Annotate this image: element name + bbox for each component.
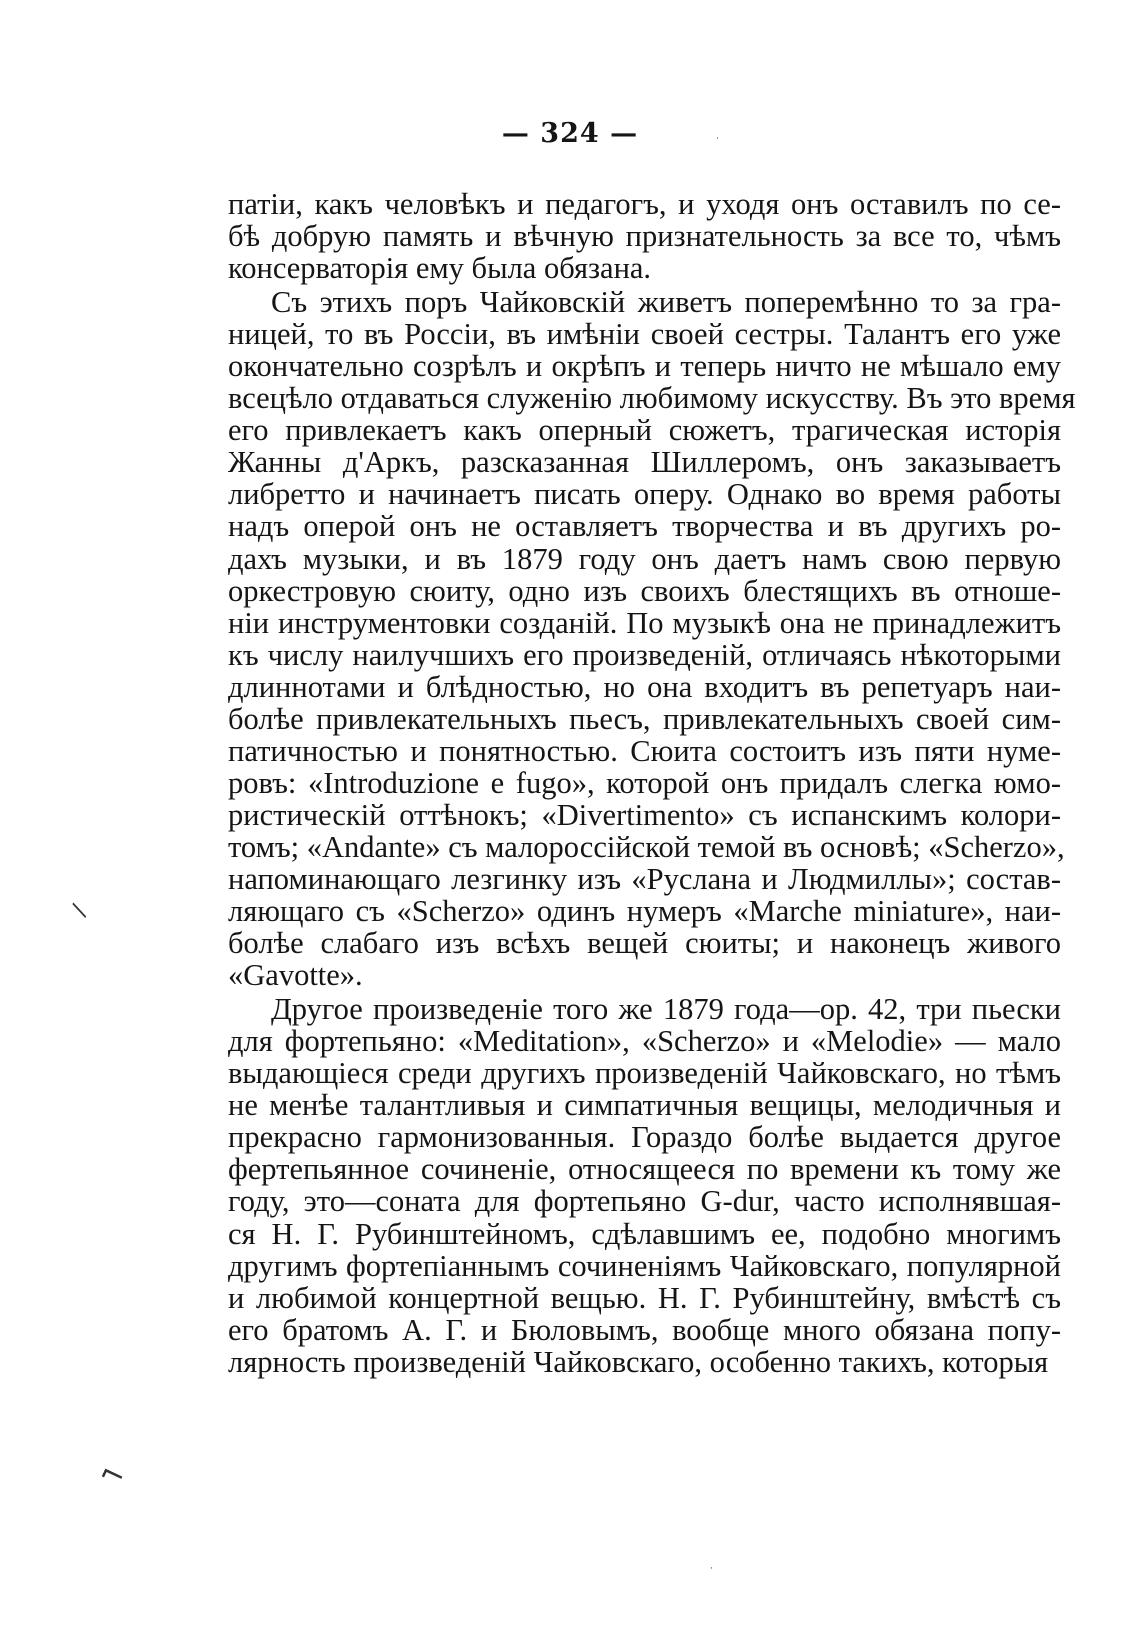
text-line: дахъ музыки, и въ 1879 году онъ даетъ намъ свою первую (228, 541, 1061, 576)
text-line: ніи инструментовки созданій. По музыкѣ она не принадлежитъ (228, 605, 1061, 640)
page-number: — 324 — (501, 118, 639, 149)
text-line: оркестровую сюиту, одно изъ своихъ блестящихъ въ отноше- (228, 573, 1061, 608)
text-line: ницей, то въ Россіи, въ имѣніи своей сестры. Талантъ его уже (228, 317, 1061, 352)
margin-pencil-mark: / (67, 901, 93, 920)
text-line: и любимой концертной вещью. Н. Г. Рубинштейну, вмѣстѣ съ (228, 1280, 1061, 1315)
text-line: всецѣло отдаваться служенію любимому искусству. Въ это время (228, 381, 1076, 416)
text-line: фертепьянное сочиненіе, относящееся по времени къ тому же (228, 1152, 1061, 1187)
text-line: для фортепьяно: «Meditation», «Scherzo» и «Melodie» — мало (228, 1024, 1061, 1059)
speck-mark: · (710, 1564, 713, 1574)
speck-mark: · (716, 134, 719, 144)
text-line: либретто и начинаетъ писать оперу. Однако во время работы (228, 477, 1061, 512)
text-line: ляющаго съ «Scherzo» одинъ нумеръ «Marche miniature», наи- (228, 894, 1061, 929)
text-line: болѣе слабаго изъ всѣхъ вещей сюиты; и наконецъ живого (228, 926, 1061, 961)
paragraph (228, 188, 1061, 284)
text-line: ровъ: «Introduzione e fugo», которой онъ придалъ слегка юмо- (228, 765, 1061, 800)
text-line: длиннотами и блѣдностью, но она входитъ въ репетуаръ наи- (228, 669, 1061, 704)
text-line: прекрасно гармонизованныя. Гораздо болѣе выдается другое (228, 1120, 1061, 1155)
text-line: ся Н. Г. Рубинштейномъ, сдѣлавшимъ ее, подобно многимъ (228, 1216, 1061, 1251)
paragraph (228, 285, 1076, 993)
text-line: патіи, какъ человѣкъ и педагогъ, и уходя онъ оставилъ по се- (228, 187, 1061, 221)
text-line: его привлекаетъ какъ оперный сюжетъ, трагическая исторія (228, 413, 1061, 448)
text-line: лярность произведеній Чайковскаго, особенно такихъ, которыя (228, 1344, 1049, 1379)
text-line: ристическій оттѣнокъ; «Divertimento» съ испанскимъ колори- (228, 797, 1061, 832)
text-line: «Gavotte». (228, 958, 363, 993)
text-line: надъ оперой онъ не оставляетъ творчества и въ другихъ ро- (228, 509, 1061, 544)
text-line: томъ; «Andante» съ малороссійской темой въ основѣ; «Scherzo», (228, 829, 1065, 864)
text-line: болѣе привлекательныхъ пьесъ, привлекательныхъ своей сим- (228, 701, 1061, 736)
text-line: бѣ добрую память и вѣчную признательность за все то, чѣмъ (228, 219, 1061, 254)
text-line: патичностью и понятностью. Сюита состоитъ изъ пяти нуме- (228, 733, 1061, 768)
text-line: его братомъ А. Г. и Бюловымъ, вообще много обязана попу- (228, 1312, 1061, 1347)
corner-pencil-mark: ⌐ (93, 1454, 132, 1497)
text-line: Жанны д'Аркъ, разсказанная Шиллеромъ, онъ заказываетъ (228, 445, 1061, 480)
text-line: выдающіеся среди другихъ произведеній Чайковскаго, но тѣмъ (228, 1056, 1061, 1091)
text-line: окончательно созрѣлъ и окрѣпъ и теперь ничто не мѣшало ему (228, 349, 1061, 384)
text-line: консерваторія ему была обязана. (228, 251, 652, 286)
text-line: не менѣе талантливыя и симпатичныя вещицы, мелодичныя и (228, 1088, 1061, 1123)
text-line: Съ этихъ поръ Чайковскій живетъ поперемѣнно то за гра- (271, 285, 1061, 320)
text-line: къ числу наилучшихъ его произведеній, отличаясь нѣкоторыми (228, 637, 1061, 672)
paragraph (228, 993, 1061, 1378)
text-line: году, это—соната для фортепьяно G-dur, часто исполнявшая- (228, 1184, 1061, 1219)
text-line: другимъ фортепіаннымъ сочиненіямъ Чайковскаго, популярной (228, 1248, 1061, 1283)
text-line: напоминающаго лезгинку изъ «Руслана и Людмиллы»; состав- (228, 861, 1061, 896)
body-text (228, 187, 1076, 1379)
text-line: Другое произведеніе того же 1879 года—ор. 42, три пьески (271, 992, 1061, 1027)
